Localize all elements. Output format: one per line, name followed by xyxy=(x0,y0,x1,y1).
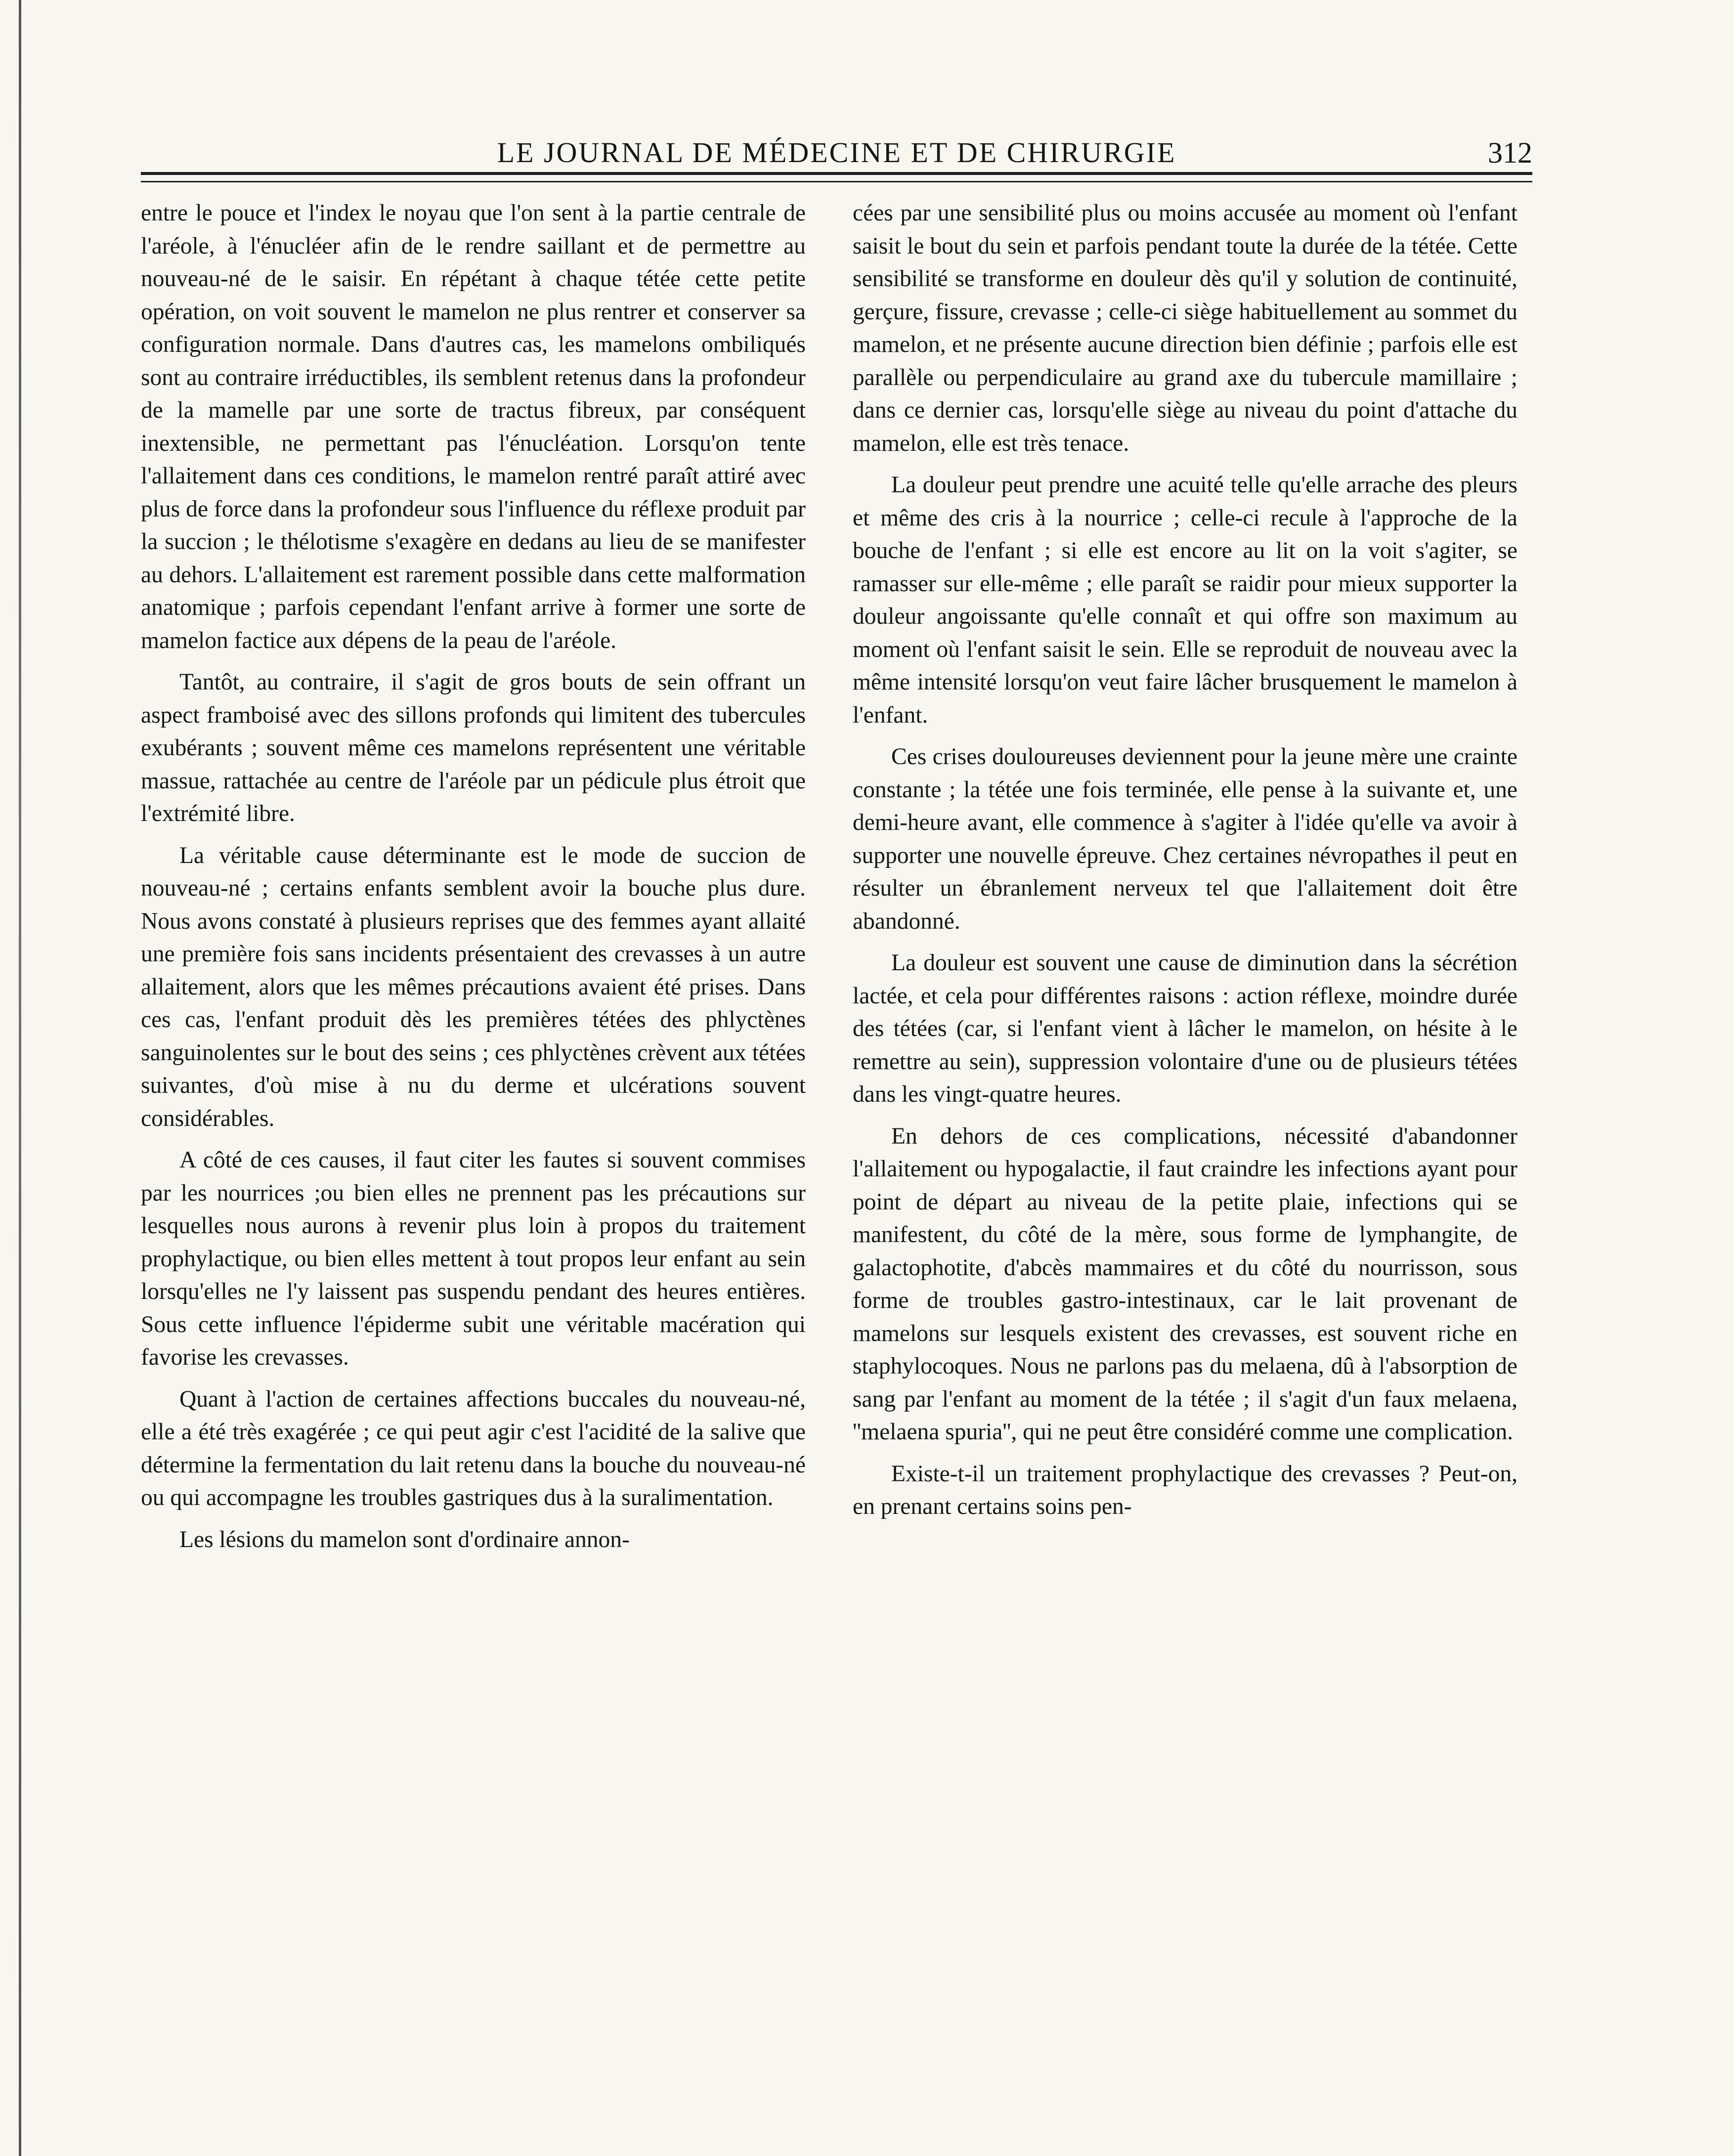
paragraph: cées par une sensibilité plus ou moins accusée au moment où l'enfant saisit le bout du sein et parfois pendant toute la durée de la tétée. Cette sensibilité se transforme en douleur dès qu'il y solution de continuité, gerçure, fissure, crevasse ; celle-ci siège habituellement au sommet du mamelon, et ne présente aucune direction bien définie ; parfois elle est parallèle ou perpendiculaire au grand axe du tubercule mamillaire ; dans ce dernier cas, lorsqu'elle siège au niveau du point d'attache du mamelon, elle est très tenace. xyxy=(853,200,1517,456)
paragraph: En dehors de ces complications, nécessité d'abandonner l'allaitement ou hypogalactie, il faut craindre les infections ayant pour point de départ au niveau de la petite plaie, infections qui se manifestent, du côté de la mère, sous forme de lymphangite, de galactophotite, d'abcès mammaires et du côté du nourrisson, sous forme de troubles gastro-intestinaux, car le lait provenant de mamelons sur lesquels existent des crevasses, est souvent riche en staphylocoques. Nous ne parlons pas du melaena, dû à l'absorption de sang par l'enfant au moment de la tétée ; il s'agit d'un faux melaena, ''melaena spuria'', qui ne peut être considéré comme une complication. xyxy=(853,1123,1517,1445)
header-rule-thick xyxy=(141,172,1532,175)
right-column xyxy=(853,197,1517,1523)
paragraph: Existe-t-il un traitement prophylactique des crevasses ? Peut-on, en prenant certains soins pen- xyxy=(853,1461,1517,1519)
paragraph: Quant à l'action de certaines affections buccales du nouveau-né, elle a été très exagérée ; ce qui peut agir c'est l'acidité de la salive que détermine la fermentation du lait retenu dans la bouche du nouveau-né ou qui accompagne les troubles gastriques dus à la suralimentation. xyxy=(141,1386,806,1510)
paragraph: La douleur est souvent une cause de diminution dans la sécrétion lactée, et cela pour différentes raisons : action réflexe, moindre durée des tétées (car, si l'enfant vient à lâcher le mamelon, on hésite à le remettre au sein), suppression volontaire d'une ou de plusieurs tétées dans les vingt-quatre heures. xyxy=(853,950,1517,1107)
page-binding-edge xyxy=(19,0,21,2156)
paragraph: Ces crises douloureuses deviennent pour la jeune mère une crainte constante ; la tétée une fois terminée, elle pense à la suivante et, une demi-heure avant, elle commence à s'agiter à l'idée qu'elle va avoir à supporter une nouvelle épreuve. Chez certaines névropathes il peut en résulter un ébranlement nerveux tel que l'allaitement doit être abandonné. xyxy=(853,744,1517,934)
paragraph: La véritable cause déterminante est le mode de succion de nouveau-né ; certains enfants semblent avoir la bouche plus dure. Nous avons constaté à plusieurs reprises que des femmes ayant allaité une première fois sans incidents présentaient des crevasses à un autre allaitement, alors que les mêmes précautions avaient été prises. Dans ces cas, l'enfant produit dès les premières tétées des phlyctènes sanguinolentes sur le bout des seins ; ces phlyctènes crèvent aux tétées suivantes, d'où mise à nu du derme et ulcérations souvent considérables. xyxy=(141,842,806,1131)
paragraph: Tantôt, au contraire, il s'agit de gros bouts de sein offrant un aspect framboisé avec des sillons profonds qui limitent des tubercules exubérants ; souvent même ces mamelons représentent une véritable massue, rattachée au centre de l'aréole par un pédicule plus étroit que l'extrémité libre. xyxy=(141,669,806,826)
journal-title: LE JOURNAL DE MÉDECINE ET DE CHIRURGIE xyxy=(497,136,1176,169)
left-column xyxy=(141,197,806,1556)
paragraph: La douleur peut prendre une acuité telle qu'elle arrache des pleurs et même des cris à la nourrice ; celle-ci recule à l'approche de la bouche de l'enfant ; si elle est encore au lit on la voit s'agiter, se ramasser sur elle-même ; elle paraît se raidir pour mieux supporter la douleur angoissante qu'elle connaît et qui offre son maximum au moment où l'enfant saisit le sein. Elle se reproduit de nouveau avec la même intensité lorsqu'on veut faire lâcher brusquement le mamelon à l'enfant. xyxy=(853,472,1517,728)
header-rule-thin xyxy=(141,181,1532,182)
paragraph: entre le pouce et l'index le noyau que l'on sent à la partie centrale de l'aréole, à l'énucléer afin de le rendre saillant et de permettre au nouveau-né de le saisir. En répétant à chaque tétée cette petite opération, on voit souvent le mamelon ne plus rentrer et conserver sa configuration normale. Dans d'autres cas, les mamelons ombiliqués sont au contraire irréductibles, ils semblent retenus dans la profondeur de la mamelle par une sorte de tractus fibreux, par conséquent inextensible, ne permettant pas l'énucléation. Lorsqu'on tente l'allaitement dans ces conditions, le mamelon rentré paraît attiré avec plus de force dans la profondeur sous l'influence du réflexe produit par la succion ; le thélotisme s'exagère en dedans au lieu de se manifester au dehors. L'allaitement est rarement possible dans cette malformation anatomique ; parfois cependant l'enfant arrive à former une sorte de mamelon factice aux dépens de la peau de l'aréole. xyxy=(141,200,806,653)
paragraph: A côté de ces causes, il faut citer les fautes si souvent commises par les nourrices ;ou bien elles ne prennent pas les précautions sur lesquelles nous aurons à revenir plus loin à propos du traitement prophylactique, ou bien elles mettent à tout propos leur enfant au sein lorsqu'elles ne l'y laissent pas suspendu pendant des heures entières. Sous cette influence l'épiderme subit une véritable macération qui favorise les crevasses. xyxy=(141,1147,806,1370)
page-number: 312 xyxy=(1488,136,1532,169)
paragraph: Les lésions du mamelon sont d'ordinaire annon- xyxy=(179,1526,630,1552)
